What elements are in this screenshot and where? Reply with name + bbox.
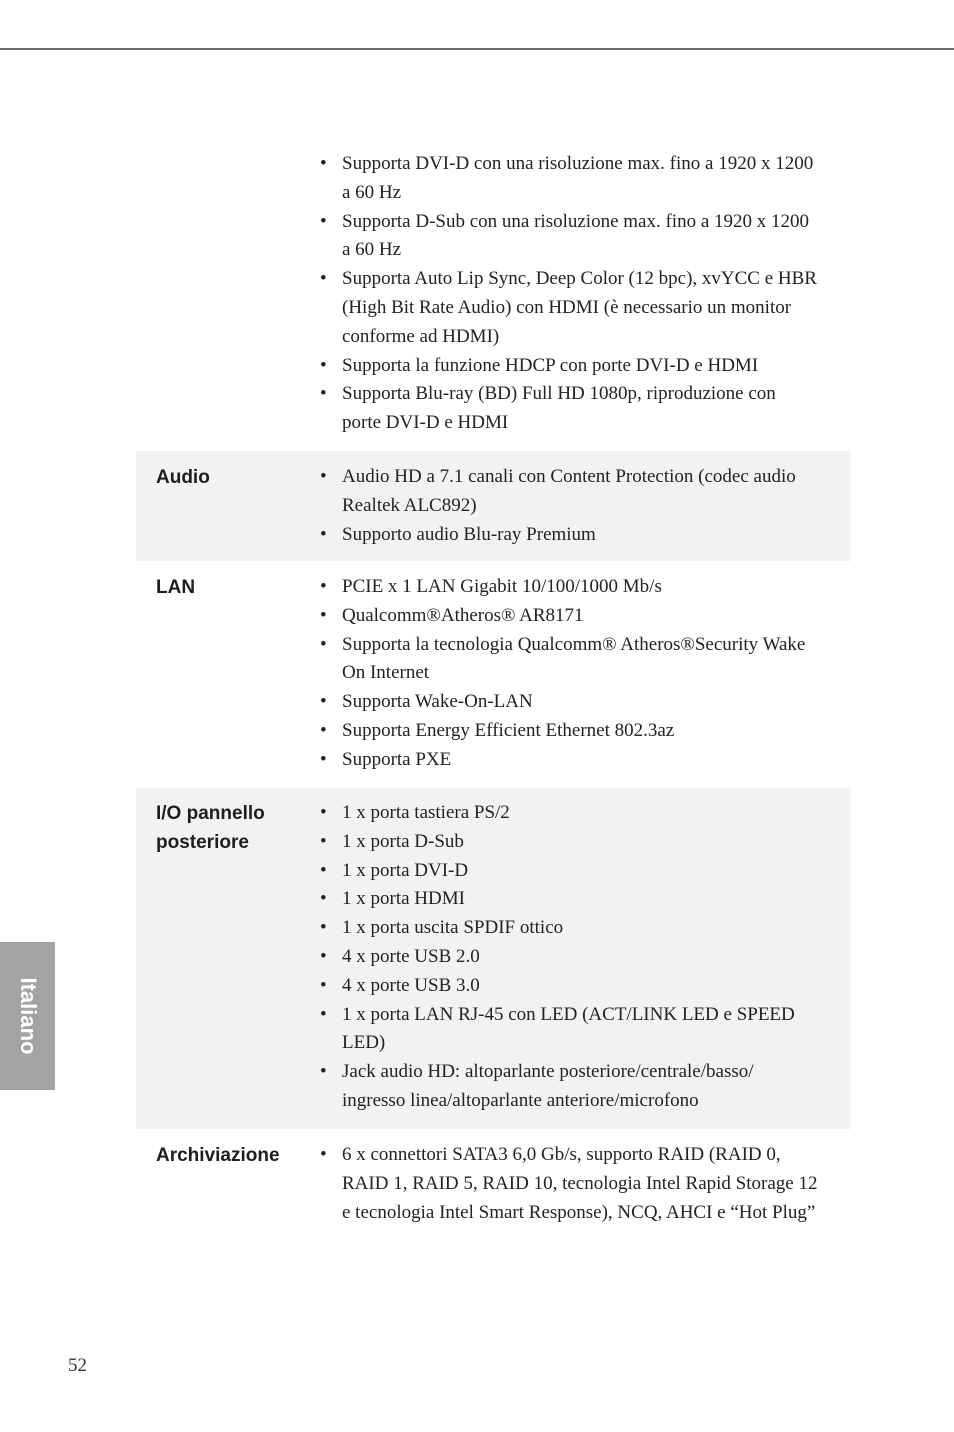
list-item [318, 943, 818, 972]
page-number: 52 [68, 1355, 87, 1376]
list-item-text: Supporta Blu-ray (BD) Full HD 1080p, riproduzione con porte DVI-D e HDMI [342, 383, 776, 434]
header-rule [0, 48, 954, 50]
list-item [318, 885, 818, 914]
list-item-text: Supporta PXE [342, 748, 452, 770]
bullet-icon: • [320, 945, 327, 967]
section-label-line: posteriore [156, 832, 249, 853]
list-item [318, 717, 818, 746]
bullet-icon: • [320, 859, 327, 881]
list-item [318, 1001, 818, 1059]
list-item-text: 1 x porta HDMI [342, 888, 465, 910]
storage-spec-list [318, 1141, 818, 1227]
section-label: Archiviazione [156, 1145, 280, 1166]
bullet-icon: • [320, 466, 327, 487]
section-label-line: I/O pannello [156, 803, 265, 824]
list-item-text: Jack audio HD: altoparlante posteriore/centrale/basso/ ingresso linea/altoparlante anteriore/microfono [342, 1061, 754, 1111]
list-item-text: 1 x porta LAN RJ-45 con LED (ACT/LINK LED e SPEED LED) [342, 1003, 795, 1054]
bullet-icon: • [320, 1061, 327, 1083]
spec-section-storage [136, 1129, 851, 1239]
list-item-text: Supporta la funzione HDCP con porte DVI-D e HDMI [342, 354, 759, 376]
list-item [318, 631, 818, 689]
list-item-text: 4 x porte USB 2.0 [342, 945, 480, 967]
list-item [318, 208, 818, 266]
list-item-text: 1 x porta D-Sub [342, 830, 464, 852]
list-item-text: Supporta Auto Lip Sync, Deep Color (12 bpc), xvYCC e HBR (High Bit Rate Audio) con HDMI (è necessario un monitor conforme ad HDMI) [342, 268, 817, 347]
section-label [156, 799, 265, 857]
bullet-icon: • [320, 830, 327, 852]
list-item-text: 1 x porta tastiera PS/2 [342, 802, 510, 823]
bullet-icon: • [320, 604, 327, 626]
bullet-icon: • [320, 576, 327, 597]
list-item-text: PCIE x 1 LAN Gigabit 10/100/1000 Mb/s [342, 576, 662, 597]
bullet-icon: • [320, 1144, 327, 1165]
section-label: LAN [156, 577, 196, 598]
list-item-text: 1 x porta DVI-D [342, 859, 469, 881]
bullet-icon: • [320, 153, 327, 174]
list-item-text: 4 x porte USB 3.0 [342, 974, 480, 996]
spec-section-audio [136, 451, 851, 561]
list-item-text: Audio HD a 7.1 canali con Content Protection (codec audio Realtek ALC892) [342, 466, 796, 516]
list-item [318, 150, 818, 208]
bullet-icon: • [320, 523, 327, 545]
list-item [318, 352, 818, 381]
list-item [318, 573, 818, 602]
spec-section-video [136, 148, 851, 448]
bullet-icon: • [320, 748, 327, 770]
language-side-tab [0, 942, 55, 1090]
bullet-icon: • [320, 888, 327, 910]
list-item-text: Supporta la tecnologia Qualcomm® Atheros®Security Wake On Internet [342, 633, 806, 684]
section-label: Audio [156, 467, 210, 488]
spec-section-rear-io [136, 788, 851, 1129]
bullet-icon: • [320, 354, 327, 376]
list-item-text: Qualcomm®Atheros® AR8171 [342, 604, 584, 626]
list-item [318, 602, 818, 631]
video-spec-list [318, 150, 818, 438]
bullet-icon: • [320, 383, 327, 405]
list-item [318, 1141, 818, 1227]
bullet-icon: • [320, 691, 327, 713]
list-item [318, 828, 818, 857]
list-item-text: Supporta Wake-On-LAN [342, 691, 533, 713]
lan-spec-list [318, 573, 818, 775]
bullet-icon: • [320, 1003, 327, 1025]
spec-section-lan [136, 561, 851, 788]
list-item-text: 1 x porta uscita SPDIF ottico [342, 917, 564, 939]
list-item [318, 857, 818, 886]
list-item-text: Supporta DVI-D con una risoluzione max. fino a 1920 x 1200 a 60 Hz [342, 153, 814, 203]
bullet-icon: • [320, 802, 327, 823]
list-item [318, 688, 818, 717]
audio-spec-list [318, 463, 818, 549]
list-item [318, 265, 818, 351]
list-item [318, 380, 818, 438]
rear-io-spec-list [318, 799, 818, 1116]
list-item-text: Supporto audio Blu-ray Premium [342, 523, 596, 545]
bullet-icon: • [320, 633, 327, 655]
list-item [318, 972, 818, 1001]
language-tab-label: Italiano [15, 977, 41, 1055]
list-item-text: Supporta Energy Efficient Ethernet 802.3az [342, 719, 675, 741]
list-item-text: Supporta D-Sub con una risoluzione max. fino a 1920 x 1200 a 60 Hz [342, 210, 810, 261]
bullet-icon: • [320, 974, 327, 996]
bullet-icon: • [320, 210, 327, 232]
list-item-text: 6 x connettori SATA3 6,0 Gb/s, supporto RAID (RAID 0, RAID 1, RAID 5, RAID 10, tecnologia Intel Rapid Storage 12 e tecnologia Intel Smart Response), NCQ, AHCI e “Hot Plug” [342, 1144, 818, 1223]
list-item [318, 914, 818, 943]
list-item [318, 799, 818, 828]
bullet-icon: • [320, 917, 327, 939]
bullet-icon: • [320, 719, 327, 741]
list-item [318, 521, 818, 550]
bullet-icon: • [320, 268, 327, 290]
list-item [318, 463, 818, 521]
list-item [318, 746, 818, 775]
list-item [318, 1058, 818, 1116]
